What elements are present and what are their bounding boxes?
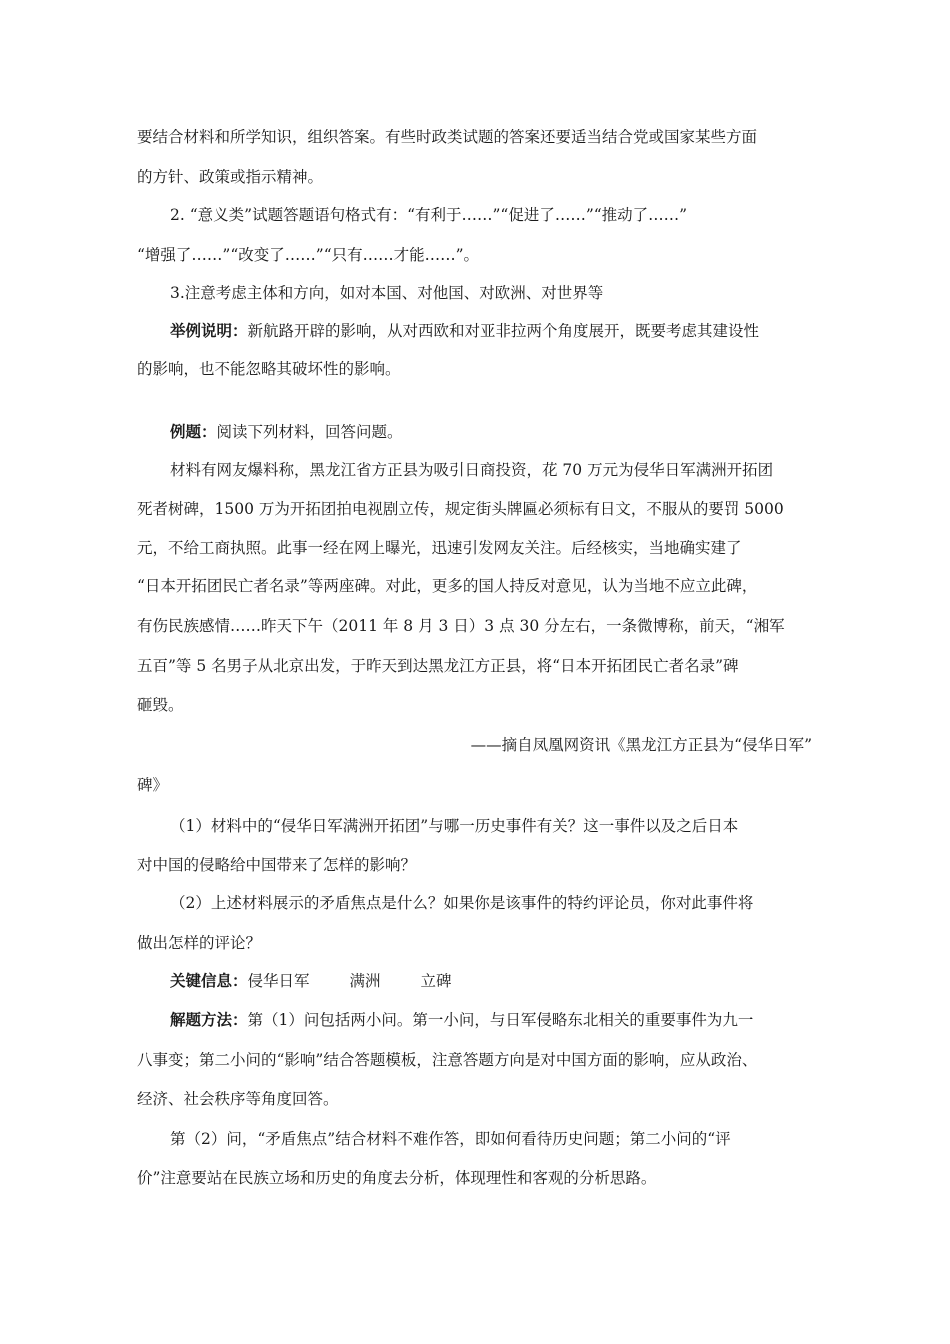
method-line	[170, 1009, 827, 1031]
method-text: 第（1）问包括两小问。第一小问，与日军侵略东北相关的重要事件为九一	[247, 1011, 754, 1029]
paragraph-line: 要结合材料和所学知识，组织答案。有些时政类试题的答案还要适当结合党或国家某些方面	[137, 128, 758, 146]
paragraph-line: 3.注意考虑主体和方向，如对本国、对他国、对欧洲、对世界等	[170, 284, 604, 302]
method-line: 经济、社会秩序等角度回答。	[137, 1090, 339, 1108]
example-note-label: 举例说明：	[170, 321, 248, 340]
example-intro: 阅读下列材料，回答问题。	[216, 423, 403, 441]
key-info-term: 立碑	[420, 972, 452, 990]
method-line: 第（2）问，“矛盾焦点”结合材料不难作答，即如何看待历史问题；第二小问的“评	[170, 1130, 731, 1148]
method-line: 价”注意要站在民族立场和历史的角度去分析，体现理性和客观的分析思路。	[137, 1169, 657, 1187]
source-citation-cont: 碑》	[137, 776, 169, 794]
material-line: 砸毁。	[137, 696, 184, 714]
material-line: 元，不给工商执照。此事一经在网上曝光，迅速引发网友关注。后经核实，当地确实建了	[137, 539, 742, 557]
key-info-term: 侵华日军	[247, 972, 310, 990]
example-note-text: 新航路开辟的影响，从对西欧和对亚非拉两个角度展开，既要考虑其建设性	[247, 322, 760, 340]
paragraph-line: 的影响，也不能忽略其破坏性的影响。	[137, 360, 401, 378]
material-line: “日本开拓团民亡者名录”等两座碑。对此，更多的国人持反对意见，认为当地不应立此碑，	[137, 577, 758, 595]
example-label: 例题：	[170, 422, 217, 441]
key-info-label: 关键信息：	[170, 971, 248, 990]
example-heading	[170, 421, 827, 443]
key-info	[170, 970, 827, 992]
method-line: 八事变；第二小问的“影响”结合答题模板，注意答题方向是对中国方面的影响，应从政治、	[137, 1051, 758, 1069]
question-1: （1）材料中的“侵华日军满洲开拓团”与哪一历史事件有关？这一事件以及之后日本	[170, 817, 739, 835]
paragraph-line: 的方针、政策或指示精神。	[137, 168, 324, 186]
question-2-cont: 做出怎样的评论？	[137, 934, 262, 952]
question-1-cont: 对中国的侵略给中国带来了怎样的影响？	[137, 856, 417, 874]
key-info-term: 满洲	[349, 972, 381, 990]
example-note-line	[170, 320, 827, 342]
material-line: 五百”等 5 名男子从北京出发，于昨天到达黑龙江方正县，将“日本开拓团民亡者名录”碑	[137, 657, 739, 675]
material-line: 有伤民族感情……昨天下午（2011 年 8 月 3 日）3 点 30 分左右，一条微博称，前天，“湘军	[137, 617, 785, 635]
material-line: 材料有网友爆料称，黑龙江省方正县为吸引日商投资，花 70 万元为侵华日军满洲开拓团	[170, 461, 774, 479]
method-label: 解题方法：	[170, 1010, 248, 1029]
paragraph-line: 2. “意义类”试题答题语句格式有：“有利于……”“促进了……”“推动了……”	[170, 206, 688, 224]
source-citation: ——摘自凤凰网资讯《黑龙江方正县为“侵华日军”	[470, 736, 812, 754]
material-line: 死者树碑，1500 万为开拓团拍电视剧立传，规定街头牌匾必须标有日文，不服从的要罚 5000	[137, 500, 784, 518]
paragraph-line: “增强了……”“改变了……”“只有……才能……”。	[137, 246, 480, 264]
question-2: （2）上述材料展示的矛盾焦点是什么？如果你是该事件的特约评论员，你对此事件将	[170, 894, 754, 912]
